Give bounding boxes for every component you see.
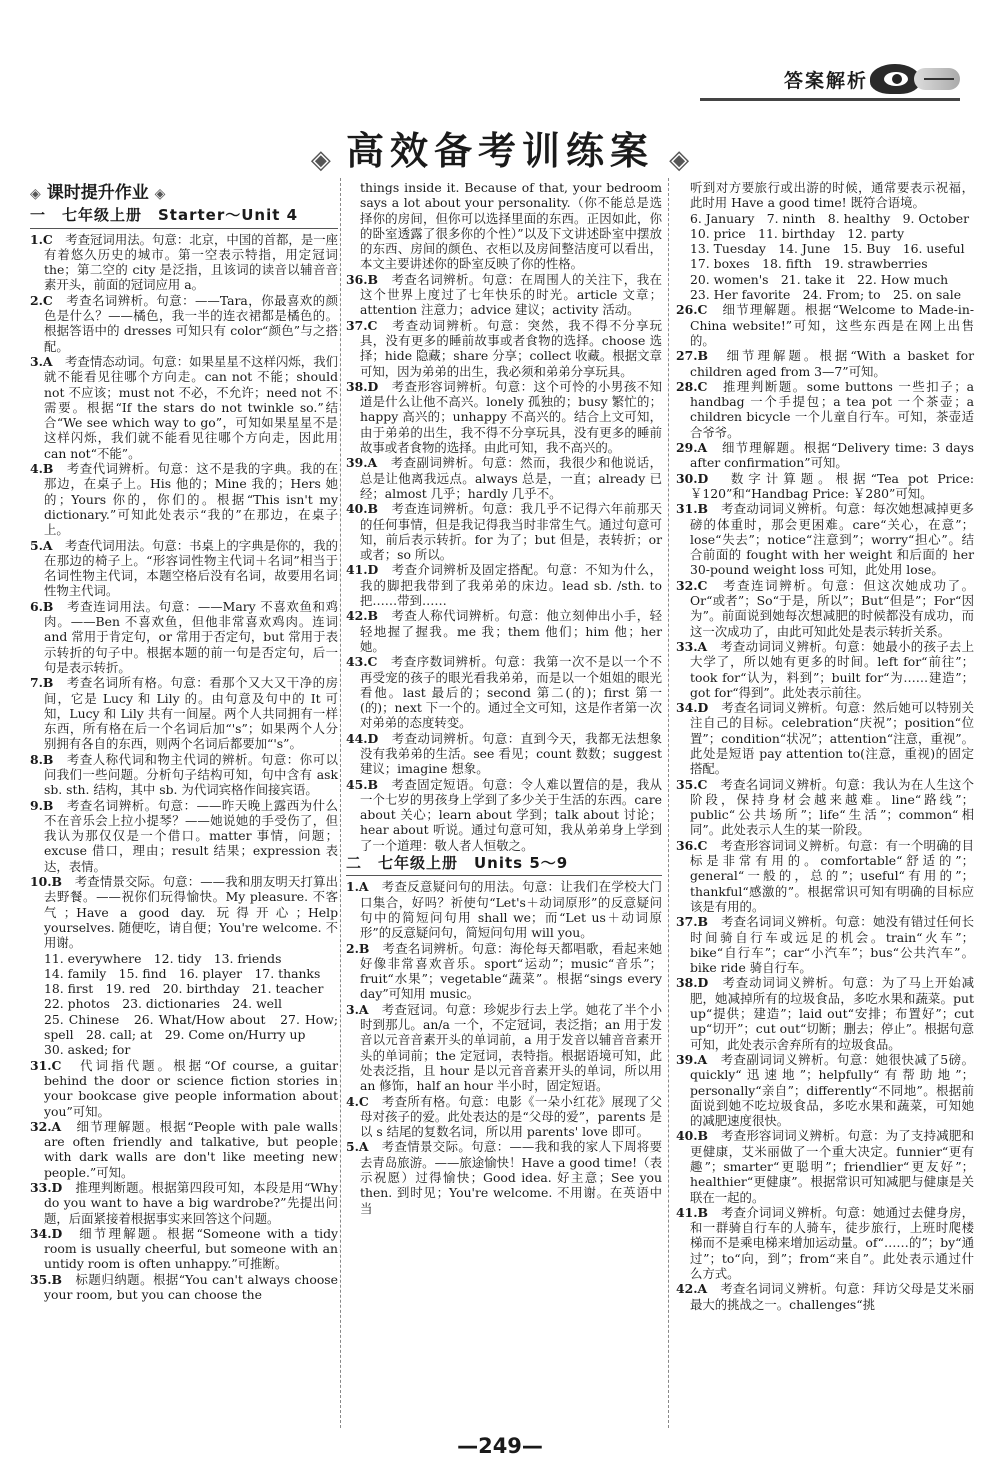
fill-in-answers-line: 14. family 15. find 16. player 17. thanks [44, 965, 321, 981]
answer-item [346, 379, 662, 455]
answer-item [676, 578, 974, 639]
answer-item [676, 1128, 974, 1204]
answer-explanation: 标题归纳题。根据“You can't always choose your room, but you can choose the [44, 1271, 339, 1303]
answer-explanation: 考查代词辨析。句意：这不是我的字典。我的在那边，在桌子上。His 他的；Mine 我的；Hers 她的；Yours 你的，你们的。根据“This isn't my dictionary.”可知此处表示“我的”在那边，在桌子上。 [44, 461, 339, 538]
answer-number: 38.D [346, 378, 379, 394]
answer-explanation: 考查冠词。句意：珍妮步行去上学。她花了半个小时到那儿。an/a 一个，不定冠词，表泛指；an 用于发音以元音音素开头的单词前，a 用于发音以辅音音素开头的单词前；the 定冠词，表特指。根据语境可知，此处表泛指，且 hour 是以元音音素开头的单词，所以用 an 修饰，half an hour 半小时，固定短语。 [360, 1001, 663, 1094]
answer-number: 5.A [30, 537, 53, 553]
answer-explanation: 考查动词词义辨析。句意：每次她想减掉更多磅的体重时，那会更困难。care“关心，在意”；lose“失去”；notice“注意到”；worry“担心”。结合前面的 fought with her weight 和后面的 her 30-pound weight loss 可知，此处用 lose。 [690, 501, 975, 578]
answer-number: 35.C [676, 776, 708, 792]
answer-explanation: 考查副词词义辨析。句意：她很快减了5磅。quickly“迅速地”；helpfully“有帮助地”；personally“亲自”；differently“不同地”。根据前面说到她不吃垃圾食品，多吃水果和蔬菜，可知她的减肥速度很快。 [690, 1051, 974, 1129]
answer-number: 9.B [30, 797, 54, 813]
answer-number: 7.B [30, 675, 54, 691]
answer-item [30, 1058, 338, 1119]
column-divider-2 [668, 178, 670, 1428]
answer-explanation: 推理判断题。some buttons 一些扣子；a handbag 一个手提包；a tea pot 一个茶壶；a children bicycle 一个儿童自行车。可知，茶壶适合爷爷。 [690, 378, 974, 440]
answer-explanation: 考查名词辨析。句意：海伦每天都唱歌，看起来她好像非常喜欢音乐。sport“运动”；music“音乐”；fruit“水果”；vegetable“蔬菜”。根据“sings every day”可知用 music。 [360, 940, 663, 1002]
answer-explanation: 考查人称代词辨析。句意：他立刻伸出小手，轻轻地握了握我。me 我；them 他们；him 他；her 她。 [360, 608, 663, 654]
answer-item [346, 562, 662, 608]
fill-in-answers-line: 18. first 19. red 20. birthday 21. teacher [44, 981, 324, 997]
answer-explanation: 考查形容词辨析。句意：这个可怜的小男孩不知道是什么让他不高兴。lonely 孤独的；busy 繁忙的；happy 高兴的；unhappy 不高兴的。结合上文可知，由于弟弟的出生，我不得不分享玩具，没有更多的睡前故事或者食物的选择。由此可知，我不高兴的。 [360, 378, 663, 456]
answer-number: 39.A [346, 455, 378, 471]
answer-number: 45.B [346, 776, 379, 792]
fill-in-answers-line: 23. Her favorite 24. From; to 25. on sale [690, 287, 962, 303]
answer-item [346, 1002, 662, 1094]
answer-item [346, 1094, 662, 1140]
answer-item [346, 1139, 662, 1215]
answer-explanation: 考查连词辨析。句意：我几乎不记得六年前那天的任何事情，但是我记得我当时非常生气。通过句意可知，前后表示转折。for 为了；but 但是，表转折；or 或者；so 所以。 [360, 501, 663, 563]
section-banner-text: 课时提升作业 [46, 183, 149, 203]
fill-in-answers-line: 22. photos 23. dictionaries 24. well [44, 996, 282, 1012]
answer-number: 31.C [30, 1057, 62, 1073]
answer-explanation: 细节理解题。根据“Delivery time: 3 days after confirmation”可知。 [690, 440, 975, 471]
answer-number: 42.A [676, 1281, 708, 1297]
answer-number: 41.D [346, 562, 379, 578]
answer-item [30, 675, 338, 751]
answer-number: 1.A [346, 879, 369, 895]
answer-number: 31.B [676, 501, 709, 517]
answer-item [30, 1226, 338, 1272]
fill-in-answers-line: 30. asked; for [44, 1042, 131, 1058]
header-rule [700, 98, 960, 101]
answer-item [30, 461, 338, 537]
answer-number: 3.A [30, 353, 53, 369]
answer-explanation: 考查动词辨析。句意：直到今天，我都无法想象没有我弟弟的生活。see 看见；count 数数；suggest 建议；imagine 想象。 [360, 730, 663, 777]
answer-item [676, 440, 974, 471]
unit-heading-rule [346, 875, 662, 876]
answer-item [346, 180, 662, 272]
answer-number: 34.D [30, 1225, 63, 1241]
answer-explanation: 考查名词词义辨析。句意：拜访父母是艾米丽最大的挑战之一。challenges“挑 [690, 1281, 975, 1312]
answer-item [676, 1205, 974, 1281]
answer-number: 38.D [676, 975, 709, 991]
answer-number: 42.B [346, 608, 379, 624]
answer-item [346, 608, 662, 654]
answer-number: 26.C [676, 302, 708, 318]
answer-item [30, 798, 338, 874]
answer-item [30, 1119, 338, 1180]
fill-in-answers-line: 17. boxes 18. fifth 19. strawberries [690, 256, 928, 272]
answer-number: 40.B [346, 501, 379, 517]
answer-number: 37.C [346, 317, 378, 333]
answer-explanation: 推理判断题。根据第四段可知，本段是用“Why do you want to have a big wardrobe?”先提出问题，后面紧接着根据事实来回答这个问题。 [44, 1180, 338, 1226]
fill-in-answers-line: 11. everywhere 12. tidy 13. friends [44, 950, 282, 966]
answer-item [676, 379, 974, 440]
answer-explanation: 细节理解题。根据“Someone with a tidy room is usually cheerful, but someone with an untidy room is often unhappy.”可推断。 [44, 1225, 338, 1272]
answer-explanation: 考查人称代词和物主代词的辨析。句意：你可以问我们一些问题。分析句子结构可知，句中含有 ask sb. sth. 结构，其中 sb. 为代词宾格作间接宾语。 [44, 751, 339, 798]
answer-explanation: 考查形容词词义辨析。句意：为了支持减肥和更健康，艾米丽做了一个重大决定。funnier“更有趣”；smarter“更聪明”；friendlier“更友好”；healthier“更健康”。根据常识可知减肥与健康是关联在一起的。 [690, 1128, 975, 1205]
answer-item [346, 318, 662, 379]
page-header [700, 62, 960, 106]
answer-number: 28.C [676, 378, 708, 394]
page-number: —249— [457, 1434, 543, 1458]
answer-explanation: 考查名词词义辨析。句意：她没有错过任何长时间骑自行车或远足的机会。train“火车”；bike“自行车”；car“小汽车”；bus“公共汽车”。bike ride 骑自行车。 [690, 914, 975, 976]
answer-item [30, 599, 338, 675]
page-title [0, 120, 1000, 175]
unit-heading-2: 二 七年级上册 Units 5～9 [346, 854, 569, 873]
answer-number: 44.D [346, 730, 379, 746]
fill-in-answers-line: 20. women's 21. take it 22. How much [690, 271, 949, 287]
banner-ornament-right-icon: ◈ [154, 186, 166, 202]
answer-item [346, 941, 662, 1002]
answer-item [30, 293, 338, 354]
answer-explanation: 考查介词词义辨析。句意：她通过去健身房，和一群骑自行车的人骑车，徒步旅行，上班时爬楼梯而不是乘电梯来增加运动量。of“……的”；by“通过”；to“向，到”；from“来自”。此处表示通过什么方式。 [690, 1204, 975, 1282]
answer-explanation: 考查动词辨析。句意：突然，我不得不分享玩具，没有更多的睡前故事或者食物的选择。choose 选择；hide 隐藏；share 分享；collect 收藏。根据文章可知，因为弟弟的出生，我必须和弟弟分享玩具。 [360, 317, 663, 379]
answer-number: 36.B [346, 271, 379, 287]
answer-explanation: 考查连词辨析。句意：但这次她成功了。Or“或者”；So“于是，所以”；But“但是”；For“因为”。前面说到她每次想减肥的时候都没有成功，而这一次成功了，由此可知此处是表示转折关系。 [690, 577, 975, 639]
answer-number: 33.D [30, 1180, 63, 1195]
unit-heading-1: 一 七年级上册 Starter～Unit 4 [30, 206, 299, 225]
header-label: 答案解析 [783, 70, 868, 92]
banner-ornament-left-icon: ◈ [30, 186, 41, 202]
answer-item [30, 538, 338, 599]
answer-item [676, 471, 974, 502]
answer-explanation: 考查情景交际。句意：——我和朋友明天打算出去野餐。——祝你们玩得愉快。My pleasure. 不客气；Have a good day. 玩得开心；Help yourselves. 随便吃，请自便；You're welcome. 不用谢。 [44, 874, 339, 951]
answer-item [676, 1052, 974, 1128]
answer-number: 37.B [676, 914, 709, 930]
answer-explanation: 考查名词词义辨析。句意：然后她可以特别关注自己的目标。celebration“庆祝”；position“位置”；condition“状况”；attention“注意，重视”。此处是短语 pay attention to(注意，重视)的固定搭配。 [690, 700, 975, 777]
answer-explanation: 代词指代题。根据“Of course, a guitar behind the door or science fiction stories in your bookcase give people information about you”可知。 [44, 1057, 338, 1119]
answer-number: 4.B [30, 461, 54, 477]
answer-item [676, 348, 974, 379]
answer-number: 40.B [676, 1128, 709, 1144]
answer-explanation: 考查情态动词。句意：如果星星不这样闪烁，我们就不能看见往哪个方向走。can not 不能；should not 不应该；must not 不必，不允许；need not 不需要。根据“If the stars do not twinkle so.”结合“We see which way to go”，可知如果星星不是这样闪烁，我们就不能看见往哪个方向走，因此用 can not“不能”。 [44, 353, 339, 461]
answer-number: 5.A [346, 1139, 369, 1155]
answer-explanation: 考查所有格。句意：电影《一朵小红花》展现了父母对孩子的爱。此处表达的是“父母的爱”，parents 是以 s 结尾的复数名词，所以用 parents' love 即可。 [360, 1093, 663, 1140]
answer-explanation: things inside it. Because of that, your bedroom says a lot about your personality.（你不能总是选择你的房间，但你可以选择里面的东西。正因如此，你的卧室透露了很多你的个性）”以及下文讲述卧室中摆放的东西、房间的颜色、衣柜以及房间整洁度可以看出，本文主要讲述你的卧室反映了你的性格。 [360, 180, 662, 272]
answer-explanation: 考查固定短语。句意：令人难以置信的是，我从一个七岁的男孩身上学到了多少关于生活的东西。care about 关心；learn about 学到；talk about 讨论；hear about 听说。通过句意可知，我从弟弟身上学到了一个道理：敬人者人恒敬之。 [360, 776, 663, 853]
answer-item [346, 731, 662, 777]
answer-item [676, 302, 974, 348]
answer-item [346, 879, 662, 940]
answer-explanation: 听到对方要旅行或出游的时候，通常要表示祝福，此时用 Have a good time! 既符合语境。 [690, 180, 974, 211]
answer-number: 2.C [30, 292, 53, 308]
title-text: 高效备考训练案 [345, 129, 654, 173]
answer-item [676, 180, 974, 211]
answer-explanation: 细节理解题。根据“With a basket for children aged from 3—7”可知。 [690, 348, 974, 379]
answer-explanation: 考查副词辨析。句意：然而，我很少和他说话，总是让他离我远点。always 总是，一直；already 已经；almost 几乎；hardly 几乎不。 [360, 455, 663, 501]
answer-explanation: 考查动词词义辨析。句意：她最小的孩子去上大学了，所以她有更多的时间。left for“前往”；took for“认为，料到”；built for“为……建造”；got for“得到”。此处表示前往。 [690, 638, 975, 700]
dial-line-icon [924, 78, 954, 80]
answer-item [346, 654, 662, 730]
answer-number: 1.C [30, 231, 53, 247]
answer-explanation: 考查名词辨析。句意：在周围人的关注下，我在这个世界上度过了七年快乐的时光。article 文章；attention 注意力；advice 建议；activity 活动。 [360, 271, 663, 318]
answer-item [346, 777, 662, 853]
answer-number: 6.B [30, 598, 54, 614]
answer-item [676, 777, 974, 838]
answer-explanation: 考查名词辨析。句意：——昨天晚上露西为什么不在音乐会上拉小提琴？——她说她的手受伤了，但我认为那仅仅是一个借口。matter 事情，问题；excuse 借口，理由；result 结果；expression 表达，表情。 [44, 797, 339, 874]
answer-number: 8.B [30, 751, 54, 767]
eye-pupil-icon [892, 74, 902, 84]
answer-explanation: 考查情景交际。句意：——我和我的家人下周将要去青岛旅游。——旅途愉快！Have a good time!（表示祝愿）过得愉快；Good idea. 好主意；See you then. 到时见；You're welcome. 不用谢。在英语中当 [360, 1139, 663, 1216]
title-ornament-left-icon: ◈ [310, 144, 331, 175]
answer-item [30, 232, 338, 293]
answer-item [676, 838, 974, 914]
answer-explanation: 考查序数词辨析。句意：我第一次不是以一个不再受宠的孩子的眼光看我弟弟，而是以一个姐姐的眼光看他。last 最后的；second 第二(的)；first 第一(的)；next 下一个的。通过全文可知，这是作者第一次对弟弟的态度转变。 [360, 654, 663, 731]
answer-number: 34.D [676, 700, 709, 716]
answer-explanation: 数字计算题。根据“Tea pot Price: ￥120”和“Handbag Price: ￥280”可知。 [690, 470, 975, 501]
answer-number: 32.A [30, 1118, 62, 1134]
answer-item [30, 752, 338, 798]
answer-number: 27.B [676, 348, 709, 364]
answer-explanation: 考查名词辨析。句意：——Tara，你最喜欢的颜色是什么？——橘色，我一半的连衣裙都是橘色的。根据答语中的 dresses 可知只有 color“颜色”与之搭配。 [44, 292, 339, 354]
answer-number: 4.C [346, 1093, 369, 1109]
answer-item [676, 501, 974, 577]
answer-number: 39.A [676, 1051, 708, 1067]
answer-number: 41.B [676, 1204, 709, 1220]
fill-in-answers-line: 6. January 7. ninth 8. healthy 9. October [690, 210, 970, 226]
fill-in-answers-line: 10. price 11. birthday 12. party [690, 225, 905, 241]
answer-number: 32.C [676, 577, 708, 593]
answer-number: 10.B [30, 874, 63, 890]
answer-explanation: 考查冠词用法。句意：北京，中国的首都，是一座有着悠久历史的城市。第一空表示特指，用定冠词 the；第二空的 city 是泛指，且该词的读音以辅音音素开头，前面的冠词应用 a。 [44, 231, 339, 293]
answer-item [346, 272, 662, 318]
answer-item [676, 1281, 974, 1312]
answer-number: 3.A [346, 1001, 369, 1017]
fill-in-answers-line: 13. Tuesday 14. June 15. Buy 16. useful [690, 241, 965, 257]
answer-explanation: 考查名词所有格。句意：看那个又大又干净的房间，它是 Lucy 和 Lily 的。由句意及句中的 It 可知，Lucy 和 Lily 共有一间屋。两个人共同拥有一样东西，所有格在后一个名词后加“'s”；如果两个人分别拥有各自的东西，则两个名词后都要加“'s”。 [44, 675, 339, 752]
answer-item [676, 914, 974, 975]
answer-explanation: 考查连词用法。句意：——Mary 不喜欢鱼和鸡肉。——Ben 不喜欢鱼，但他非常喜欢鸡肉。连词 and 常用于肯定句，or 常用于否定句，but 常用于表示转折的句子中。根据本题的前一句是否定句，后一句是表示转折。 [44, 598, 338, 675]
answer-item [30, 1180, 338, 1226]
column-2 [346, 180, 662, 1216]
answer-number: 30.D [676, 470, 709, 486]
column-divider-1 [340, 178, 342, 1428]
answer-item [30, 1272, 338, 1303]
answer-explanation: 考查动词词义辨析。句意：为了马上开始减肥，她减掉所有的垃圾食品，多吃水果和蔬菜。put up“提供；建造”；laid out“安排；布置好”；cut up“切开”；cut out“切断；删去；停止”。根据句意可知，此处表示舍弃所有的垃圾食品。 [690, 975, 975, 1052]
answer-number: 36.C [676, 837, 708, 853]
unit-heading-rule [30, 228, 338, 229]
answer-explanation: 考查名词词义辨析。句意：我认为在人生这个阶段，保持身材会越来越难。line“路线”；public“公共场所”；life“生活”；common“相同”。此处表示人生的某一阶段。 [690, 776, 975, 838]
answer-explanation: 考查介词辨析及固定搭配。句意：不知为什么，我的脚把我带到了我弟弟的床边。lead sb. /sth. to 把……带到…… [360, 562, 663, 609]
answer-item [30, 874, 338, 950]
answer-item [346, 455, 662, 501]
answer-explanation: 考查反意疑问句的用法。句意：让我们在学校大门口集合，好吗？祈使句“Let's＋动词原形”的反意疑问句中的简短问句用 shall we；而“Let us＋动词原形”的反意疑问句，简短问句用 will you。 [360, 879, 663, 941]
section-banner [30, 183, 338, 203]
answer-item [676, 700, 974, 776]
answer-explanation: 细节理解题。根据“People with pale walls are often friendly and talkative, but people with dark walls are don't like meeting new people.”可知。 [44, 1118, 339, 1180]
answer-explanation: 细节理解题。根据“Welcome to Made-in-China website!”可知，这些东西是在网上出售的。 [690, 302, 975, 348]
answer-number: 33.A [676, 638, 708, 654]
title-ornament-right-icon: ◈ [669, 144, 690, 175]
answer-number: 43.C [346, 654, 378, 670]
answer-number: 35.B [30, 1271, 63, 1287]
column-3 [676, 180, 974, 1312]
answer-number: 2.B [346, 940, 370, 956]
answer-explanation: 考查形容词词义辨析。句意：有一个明确的目标是非常有用的。comfortable“舒适的”；general“一般的，总的”；useful“有用的”；thankful“感激的”。根据常识可知有明确的目标应该是有用的。 [690, 837, 975, 914]
column-1 [30, 183, 339, 1303]
answer-item [676, 639, 974, 700]
answer-explanation: 考查代词用法。句意：书桌上的字典是你的，我的在那边的椅子上。“形容词性物主代词＋名词”相当于名词性物主代词，本题空格后没有名词，故要用名词性物主代词。 [44, 537, 339, 599]
answer-item [346, 501, 662, 562]
answer-item [676, 975, 974, 1051]
answer-number: 29.A [676, 440, 708, 456]
fill-in-answers-line: 25. Chinese 26. What/How about 27. How; spell 28. call; at 29. Come on/Hurry up [44, 1011, 338, 1043]
answer-item [30, 354, 338, 461]
